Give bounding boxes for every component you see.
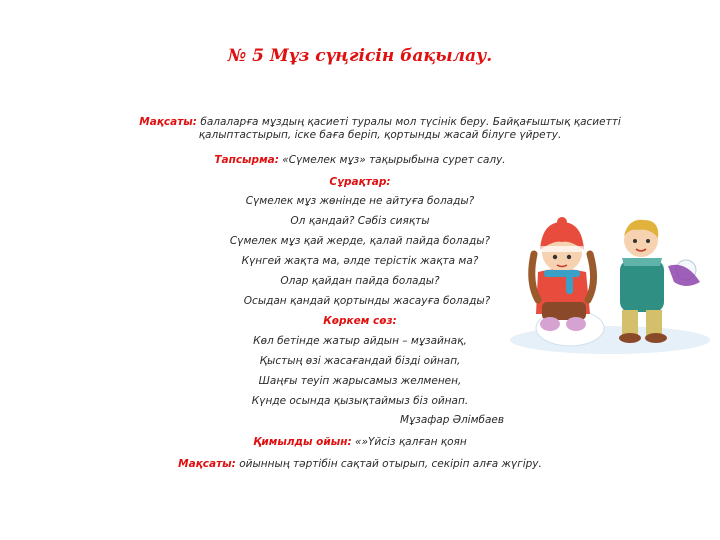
goal-text: балаларға мұздың қасиеті туралы мол түсінік беру. Байқағыштық қасиетті қалыптастырып, іске баға беріп, қортынды жасай білуге үйрету. xyxy=(197,116,621,141)
task-text: «Сүмелек мұз» тақырыбына сурет салу. xyxy=(278,154,506,166)
question-line: Сүмелек мұз жөнінде не айтуға болады? xyxy=(245,195,475,207)
question-line: Ол қандай? Сәбіз сияқты xyxy=(290,215,430,227)
poem-line: Қыстың өзі жасағандай бізді ойнап, xyxy=(259,355,461,367)
game-paragraph xyxy=(0,436,720,449)
question-line: Олар қайдан пайда болады? xyxy=(280,275,440,287)
kids-in-winter-clothes-icon xyxy=(510,210,710,360)
goal-label: Мақсаты: xyxy=(139,116,197,128)
poem-line: Күнде осында қызықтаймыз біз ойнап. xyxy=(251,395,469,407)
poem-author: Мұзафар Әлімбаев xyxy=(400,414,505,426)
game-text: «»Үйсіз қалған қоян xyxy=(351,436,467,448)
game-goal-text: ойынның тәртібін сақтай отырып, секіріп алға жүгіру. xyxy=(235,458,542,470)
poem-heading: Көркем сөз: xyxy=(323,315,397,327)
task-label: Тапсырма: xyxy=(214,154,279,166)
poem-line: Шаңғы теуіп жарысамыз желменен, xyxy=(258,375,462,387)
goal-paragraph xyxy=(100,116,660,142)
game-goal-label: Мақсаты: xyxy=(178,458,236,470)
page-title: № 5 Мұз сүңгісін бақылау. xyxy=(227,46,493,66)
question-line: Күнгей жақта ма, әлде терістік жақта ма? xyxy=(241,255,479,267)
question-line: Осыдан қандай қортынды жасауға болады? xyxy=(243,295,491,307)
task-paragraph xyxy=(0,154,720,167)
game-label: Қимылды ойын: xyxy=(253,436,352,448)
poem-line: Көл бетінде жатыр айдын – мұзайнақ, xyxy=(253,335,467,347)
questions-heading: Сұрақтар: xyxy=(329,176,391,188)
game-goal-paragraph xyxy=(0,458,720,471)
question-line: Сүмелек мұз қай жерде, қалай пайда болады? xyxy=(229,235,491,247)
